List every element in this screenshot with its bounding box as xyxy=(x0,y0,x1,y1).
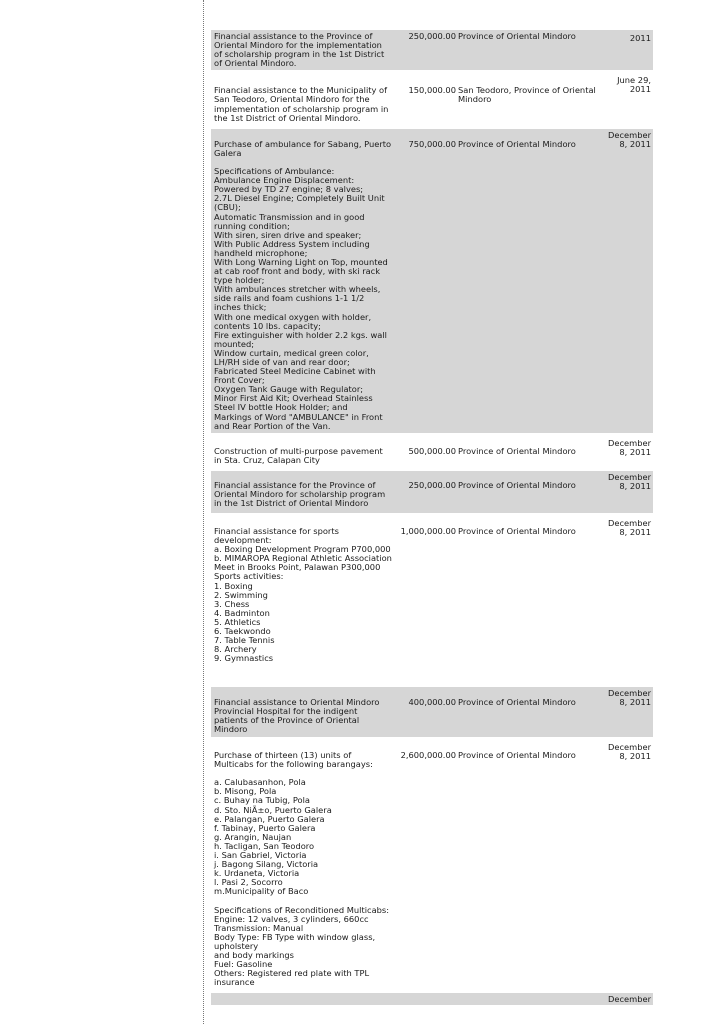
row-fund-source: Province of Oriental Mindoro xyxy=(458,696,576,707)
row-amount: 1,000,000.00 xyxy=(400,525,456,536)
grant-table xyxy=(211,30,653,1009)
row-description: Construction of multi-purpose pavement in Sta. Cruz, Calapan City xyxy=(214,445,383,465)
table-row xyxy=(211,129,653,433)
row-description: Purchase of thirteen (13) units of Multicabs for the following barangays: a. Calubasanhon, Pola b. Misong, Pola c. Buhay na Tubig, Pola d. Sto. NiÃ±o, Puerto Galera e. Palangan, Puerto Galera f. Tabinay, Puerto Galera g. Arangin, Naujan h. Tacligan, San Teodoro i. San Gabriel, Victoria j. Bagong Silang, Victoria k. Urdaneta, Victoria l. Pasi 2, Socorro m.Municipality of Baco Specifications of Reconditioned Multicabs: Engine: 12 valves, 3 cylinders, 660cc Transmission: Manual Body Type: FB Type with window glass, upholstery and body markings Fuel: Gasoline Others: Registered red plate with TPL insurance xyxy=(214,749,390,988)
table-row xyxy=(211,741,653,989)
row-description: Purchase of ambulance for Sabang, Puerto Galera Specifications of Ambulance: Ambulance Engine Displacement: Powered by TD 27 engine; 8 valves; 2.7L Diesel Engine; Completely Built Unit (CBU); Automatic Transmission and in good running condition; With siren, siren drive and speaker; With Public Address System including handheld microphone; With Long Warning Light on Top, mounted at cab roof front and body, with ski rack type holder; With ambulances stretcher with wheels, side rails and foam cushions 1-1 1/2 inches thick; With one medical oxygen with holder, contents 10 lbs. capacity; Fire extinguisher with holder 2.2 kgs. wall mounted; Window curtain, medical green color, LH/RH side of van and rear door; Fabricated Steel Medicine Cabinet with Front Cover; Oxygen Tank Gauge with Regulator; Minor First Aid Kit; Overhead Stainless Steel IV bottle Hook Holder; and Markings of Word "AMBULANCE" in Front and Rear Portion of the Van. xyxy=(214,138,392,431)
row-fund-source: Province of Oriental Mindoro xyxy=(458,31,576,41)
row-amount: 400,000.00 xyxy=(408,696,456,707)
row-amount: 500,000.00 xyxy=(408,445,456,456)
row-description: Financial assistance to the Province of Oriental Mindoro for the implementation of scholarship program in the 1st District of Oriental Mindoro. xyxy=(214,31,385,69)
row-date: December 8, 2011 xyxy=(607,687,651,708)
row-fund-source: Province of Oriental Mindoro xyxy=(458,479,576,490)
table-row xyxy=(211,993,653,1005)
row-fund-source: Province of Oriental Mindoro xyxy=(458,749,576,760)
page-margin-line xyxy=(203,0,204,1024)
table-row xyxy=(211,471,653,513)
row-date: December 8, 2011 xyxy=(607,471,651,492)
row-date: December 8, 2011 xyxy=(607,129,651,149)
row-date: 2011 xyxy=(629,33,651,43)
row-date: December xyxy=(607,994,651,1005)
table-row xyxy=(211,517,653,683)
table-row xyxy=(211,437,653,467)
table-row xyxy=(211,74,653,124)
row-amount: 2,600,000.00 xyxy=(400,749,456,760)
row-date: December 8, 2011 xyxy=(607,741,651,762)
row-description: Financial assistance to the Municipality of San Teodoro, Oriental Mindoro for the implementation of scholarship program in the 1st District of Oriental Mindoro. xyxy=(214,85,389,123)
row-description xyxy=(214,993,392,995)
row-fund-source: San Teodoro, Province of Oriental Mindoro xyxy=(458,85,596,105)
row-fund-source: Province of Oriental Mindoro xyxy=(458,525,576,536)
row-amount: 750,000.00 xyxy=(408,138,456,149)
row-date: December 8, 2011 xyxy=(607,437,651,457)
row-description: Financial assistance to Oriental Mindoro Provincial Hospital for the indigent patients of the Province of Oriental Mindoro xyxy=(214,696,380,735)
row-fund-source: Province of Oriental Mindoro xyxy=(458,138,576,149)
row-amount: 150,000.00 xyxy=(408,85,456,96)
row-amount: 250,000.00 xyxy=(408,479,456,490)
row-fund-source: Province of Oriental Mindoro xyxy=(458,445,576,456)
row-date: June 29, 2011 xyxy=(617,75,651,95)
row-description: Financial assistance for sports development: a. Boxing Development Program P700,000 b. MIMAROPA Regional Athletic Association Meet in Brooks Point, Palawan P300,000 Sports activities: 1. Boxing 2. Swimming 3. Chess 4. Badminton 5. Athletics 6. Taekwondo 7. Table Tennis 8. Archery 9. Gymnastics xyxy=(214,525,392,664)
table-row xyxy=(211,30,653,70)
row-amount: 250,000.00 xyxy=(408,31,456,41)
row-description: Financial assistance for the Province of Oriental Mindoro for scholarship program in the 1st District of Oriental Mindoro xyxy=(214,479,386,509)
table-row xyxy=(211,687,653,737)
row-date: December 8, 2011 xyxy=(607,517,651,538)
